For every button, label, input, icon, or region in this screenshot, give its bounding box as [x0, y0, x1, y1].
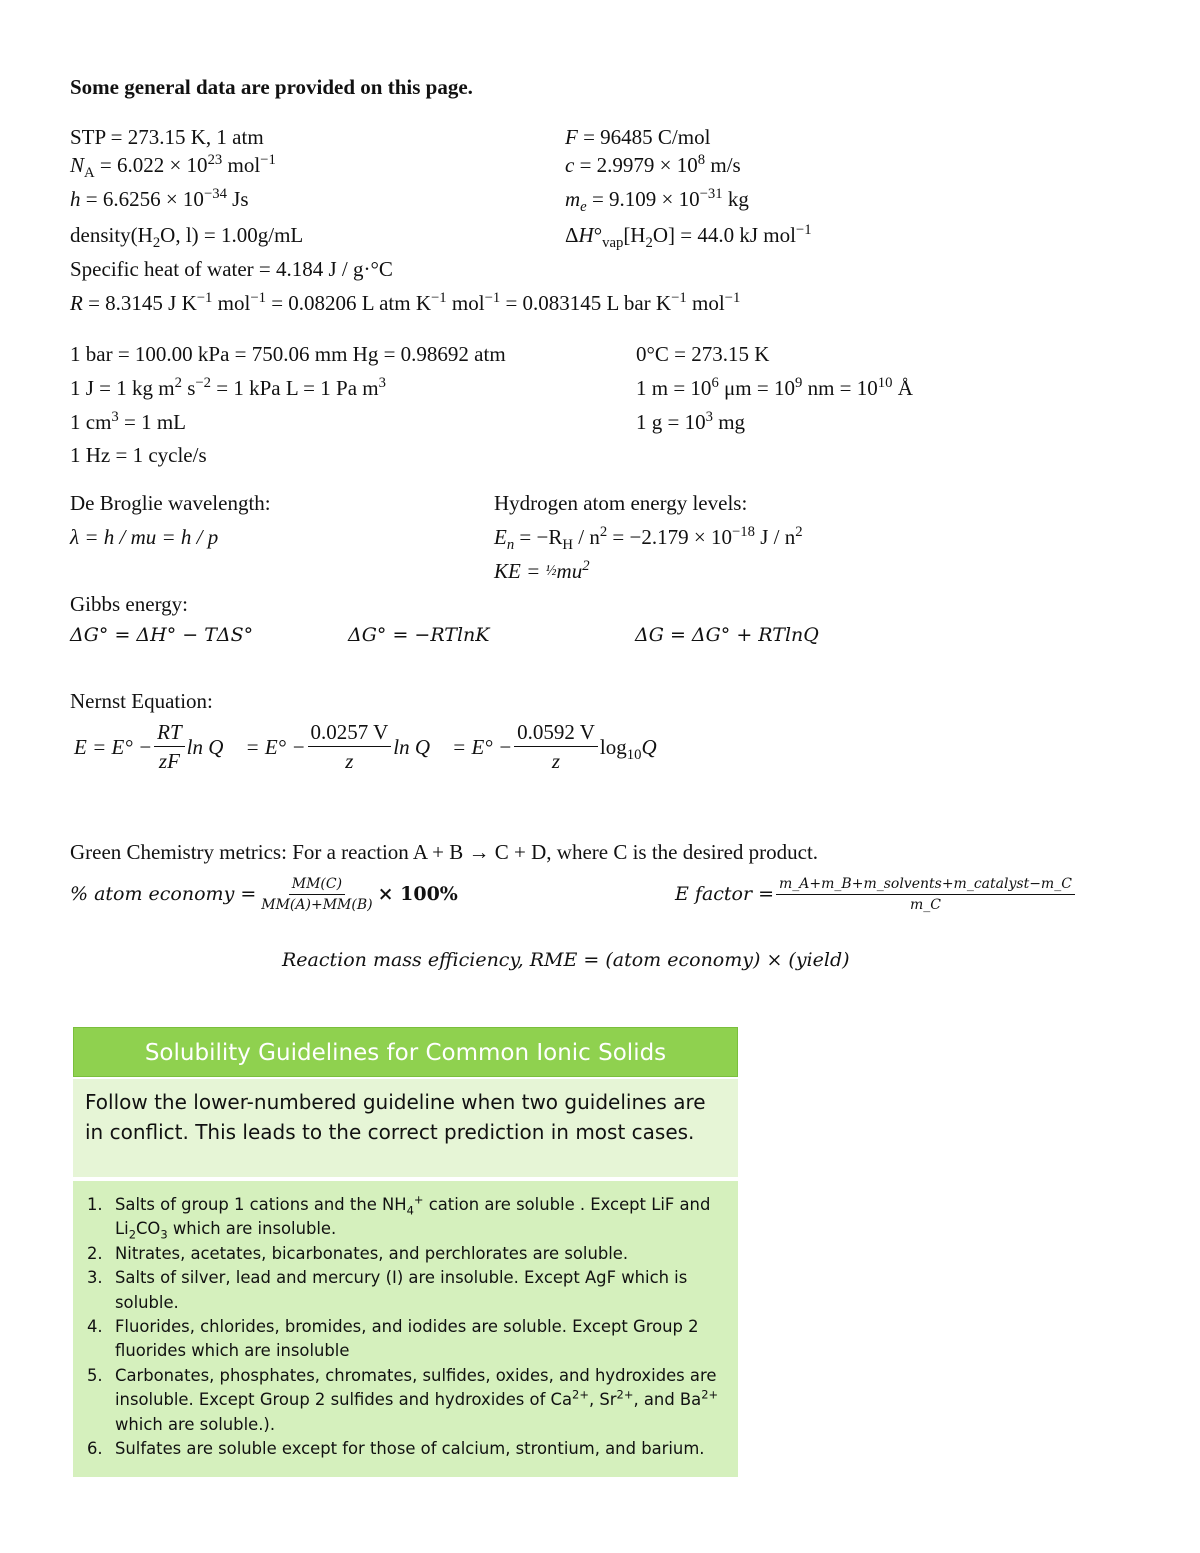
de-broglie-formula: λ = h / mu = h / p [70, 525, 219, 549]
page-heading: Some general data are provided on this page. [70, 75, 473, 99]
specific-heat-water: Specific heat of water = 4.184 J / g·°C [70, 257, 393, 281]
list-item: 6. Sulfates are soluble except for those of calcium, strontium, and barium. [87, 1439, 705, 1459]
speed-of-light: $c = 2.9979 \times 10^8$ m/s [565, 152, 741, 177]
gibbs-equation-3: ΔG = ΔG° + RTlnQ [635, 624, 819, 646]
cm3-conversion: 1 $cm^3 = 1$ mL [70, 409, 187, 434]
list-item: 2. Nitrates, acetates, bicarbonates, and perchlorates are soluble. [87, 1243, 629, 1263]
kinetic-energy-formula: KE = $\frac{1}{2}mu^2$ [494, 558, 590, 583]
atom-economy-fraction: $\frac{MM(C)}{MM(A)+MM(B)}$ [261, 876, 373, 914]
reaction-mass-efficiency: Reaction mass efficiency, RME = (atom economy) × (yield) [282, 949, 850, 971]
nernst-fraction-2: $\frac{0.0257 V}{z}$ [308, 720, 392, 773]
celsius-kelvin: 0°C = 273.15 K [636, 342, 770, 366]
solubility-rules-list [73, 1181, 738, 1477]
faraday-constant: F = 96485 C/mol [565, 125, 711, 149]
nernst-fraction-1: $\frac{RT}{zF}$ [154, 720, 185, 773]
gibbs-equation-1: ΔG° = ΔH° − TΔS° [70, 624, 254, 646]
e-factor-fraction: $\frac{\text{m\_A+m\_B+m\_solvents+m\_catalyst−m\_C}}{m\_C}$ [776, 876, 1075, 913]
gibbs-title: Gibbs energy: [70, 592, 189, 616]
list-item: 4. Fluorides, chlorides, bromides, and iodides are soluble. Except Group 2 fluorides which are insoluble [87, 1317, 699, 1361]
hydrogen-energy-formula: $E_n = -R_H / n^2 = -2.179 \times 10^{-18}$ J / $n^2$ [494, 524, 803, 554]
green-chemistry-title: Green Chemistry metrics: For a reaction A + B → C + D, where C is the desired product. [70, 840, 819, 864]
water-density: $density(H_2O$, l) = 1.00g/mL [70, 223, 304, 252]
list-item: 5. Carbonates, phosphates, chromates, sulfides, oxides, and hydroxides are insoluble. Except Group 2 sulfides and hydroxides of $Ca^{2+}$, $Sr^{2+}$, and $Ba^{2+}$ which are soluble.). [87, 1365, 719, 1434]
hydrogen-title: Hydrogen atom energy levels: [494, 491, 748, 515]
joule-conversion: 1 J = 1 kg $m^2$ $s^{-2} = 1$ kPa L = 1 Pa $m^3$ [70, 375, 386, 400]
planck-constant: $h = 6.6256 \times 10^{-34}$ Js [70, 186, 249, 211]
meter-conversion: 1 $m = 10^6$ $\mu m = 10^9$ nm = $10^{10}$ Å [636, 375, 913, 400]
de-broglie-title: De Broglie wavelength: [70, 491, 271, 515]
nernst-title: Nernst Equation: [70, 689, 213, 713]
solubility-title: Solubility Guidelines for Common Ionic Solids [73, 1027, 738, 1077]
list-item: 3. Salts of silver, lead and mercury (I) are insoluble. Except AgF which is soluble. [87, 1268, 688, 1312]
list-item: 1. Salts of group 1 cations and the $NH_4^+$ cation are soluble . Except LiF and $Li_2CO_3$ which are insoluble. [87, 1192, 711, 1242]
avogadro-constant: $N_A = 6.022 \times 10^{23}$ mol$^{-1}$ [70, 152, 276, 182]
enthalpy-vaporization: $\Delta H^\circ_{vap}[H_2O] = 44.0$ kJ mol$^{-1}$ [565, 222, 812, 252]
gas-constant: R = 8.3145 J $K^{-1}$ mol$^{-1}$ = 0.08206 L atm $K^{-1}$ mol$^{-1}$ = 0.083145 L bar $K^{-1}$ mol$^{-1}$ [70, 290, 741, 315]
nernst-equation: E = E° − $\frac{RT}{zF}$ ln Q = E° − $\frac{0.0257 V}{z}$ ln Q = E° − $\frac{0.0592 V}{z}$ $\log_{10}Q$ [74, 720, 657, 774]
hertz-conversion: 1 Hz = 1 cycle/s [70, 443, 207, 467]
stp-constant: STP = 273.15 K, 1 atm [70, 125, 264, 149]
gram-conversion: 1 $g = 10^3$ mg [636, 409, 746, 434]
bar-conversion: 1 bar = 100.00 kPa = 750.06 mm Hg = 0.98692 atm [70, 342, 506, 366]
e-factor-formula: E factor = $\frac{\text{m\_A+m\_B+m\_solvents+m\_catalyst−m\_C}}{m\_C}$ [675, 876, 1077, 913]
electron-mass: $m_e = 9.109 \times 10^{-31}$ kg [565, 186, 749, 216]
atom-economy-formula: % atom economy = $\frac{MM(C)}{MM(A)+MM(B)}$ × 100% [70, 876, 458, 914]
solubility-note: Follow the lower-numbered guideline when two guidelines are in conflict. This leads to the correct prediction in most cases. [73, 1079, 738, 1177]
solubility-guidelines-box [73, 1027, 738, 1477]
nernst-fraction-3: $\frac{0.0592 V}{z}$ [514, 720, 598, 773]
gibbs-equation-2: ΔG° = −RTlnK [348, 624, 490, 646]
